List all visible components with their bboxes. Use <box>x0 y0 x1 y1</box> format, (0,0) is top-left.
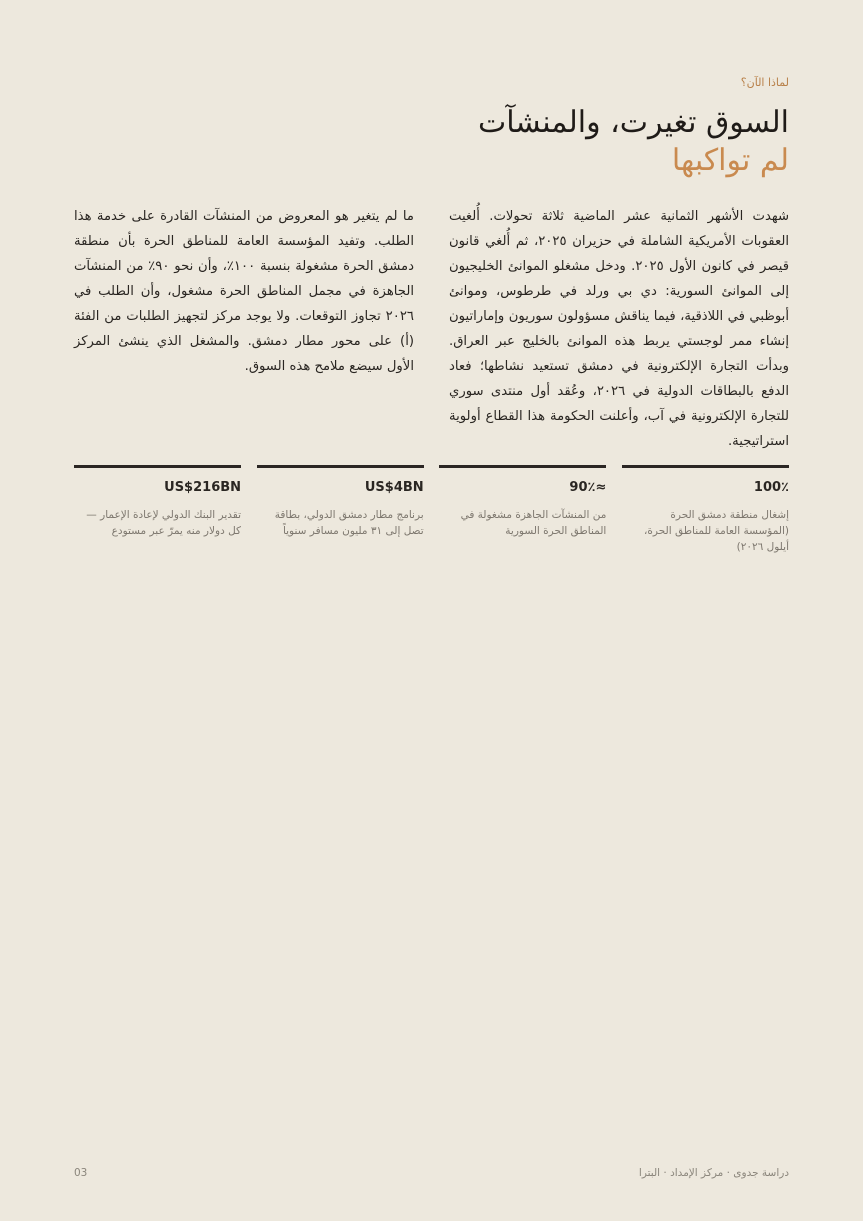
stats-row <box>74 465 789 555</box>
stat-note: تقدير البنك الدولي لإعادة الإعمار — كل دولار منه يمرّ عبر مستودع <box>86 509 242 537</box>
body-paragraph-2: ما لم يتغير هو المعروض من المنشآت القادرة على خدمة هذا الطلب. وتفيد المؤسسة العامة للمناطق الحرة بأن منطقة دمشق الحرة مشغولة بنسبة ١٠٠٪، وأن نحو ٩٠٪ من المنشآت الجاهزة في مجمل المناطق الحرة مشغول، وأن الطلب في ٢٠٢٦ تجاوز التوقعات. ولا يوجد مركز لتجهيز الطلبات من الفئة (أ) على محور مطار دمشق. والمشغل الذي ينشئ المركز الأول سيضع ملامح هذه السوق. <box>74 209 414 374</box>
footer-document-label: دراسة جدوى · مركز الإمداد · البترا <box>638 1167 789 1179</box>
stat-value: US$4BN <box>364 480 424 495</box>
stat-note: من المنشآت الجاهزة مشغولة في المناطق الحرة السورية <box>460 509 607 537</box>
stat-value: 100٪ <box>753 480 789 495</box>
stat-note: برنامج مطار دمشق الدولي، بطاقة تصل إلى ٣١ مليون مسافر سنوياً <box>274 509 424 537</box>
page <box>74 0 789 1221</box>
body-paragraph-1: شهدت الأشهر الثمانية عشر الماضية ثلاثة تحولات. أُلغيت العقوبات الأمريكية الشاملة في حزيران ٢٠٢٥، ثم أُلغي قانون قيصر في كانون الأول ٢٠٢٥. ودخل مشغلو الموانئ الخليجيون إلى الموانئ السورية: دي بي ورلد في طرطوس، وموانئ أبوظبي في اللاذقية، فيما يناقش مسؤولون سوريون وإماراتيون إنشاء ممر لوجستي يربط هذه الموانئ بالخليج عبر العراق. وبدأت التجارة الإلكترونية في دمشق تستعيد نشاطها؛ فعاد الدفع بالبطاقات الدولية في ٢٠٢٦، وعُقد أول منتدى سوري للتجارة الإلكترونية في آب، وأعلنت الحكومة هذا القطاع أولوية استراتيجية. <box>449 209 789 449</box>
page-number: 03 <box>74 1167 88 1179</box>
page-title <box>478 104 789 181</box>
stat-card <box>622 465 789 555</box>
stat-card <box>439 465 606 555</box>
title-line-2: لم تواكبها <box>671 143 789 179</box>
stat-card <box>257 465 424 555</box>
body-columns <box>74 204 789 454</box>
stat-note: إشغال منطقة دمشق الحرة (المؤسسة العامة للمناطق الحرة، أيلول ٢٠٢٦) <box>644 509 789 553</box>
stat-card <box>74 465 241 555</box>
stat-value: ≈90٪ <box>569 480 607 495</box>
title-line-1: السوق تغيرت، والمنشآت <box>478 105 789 140</box>
section-eyebrow: لماذا الآن؟ <box>740 76 789 89</box>
stat-value: US$216BN <box>164 480 242 495</box>
